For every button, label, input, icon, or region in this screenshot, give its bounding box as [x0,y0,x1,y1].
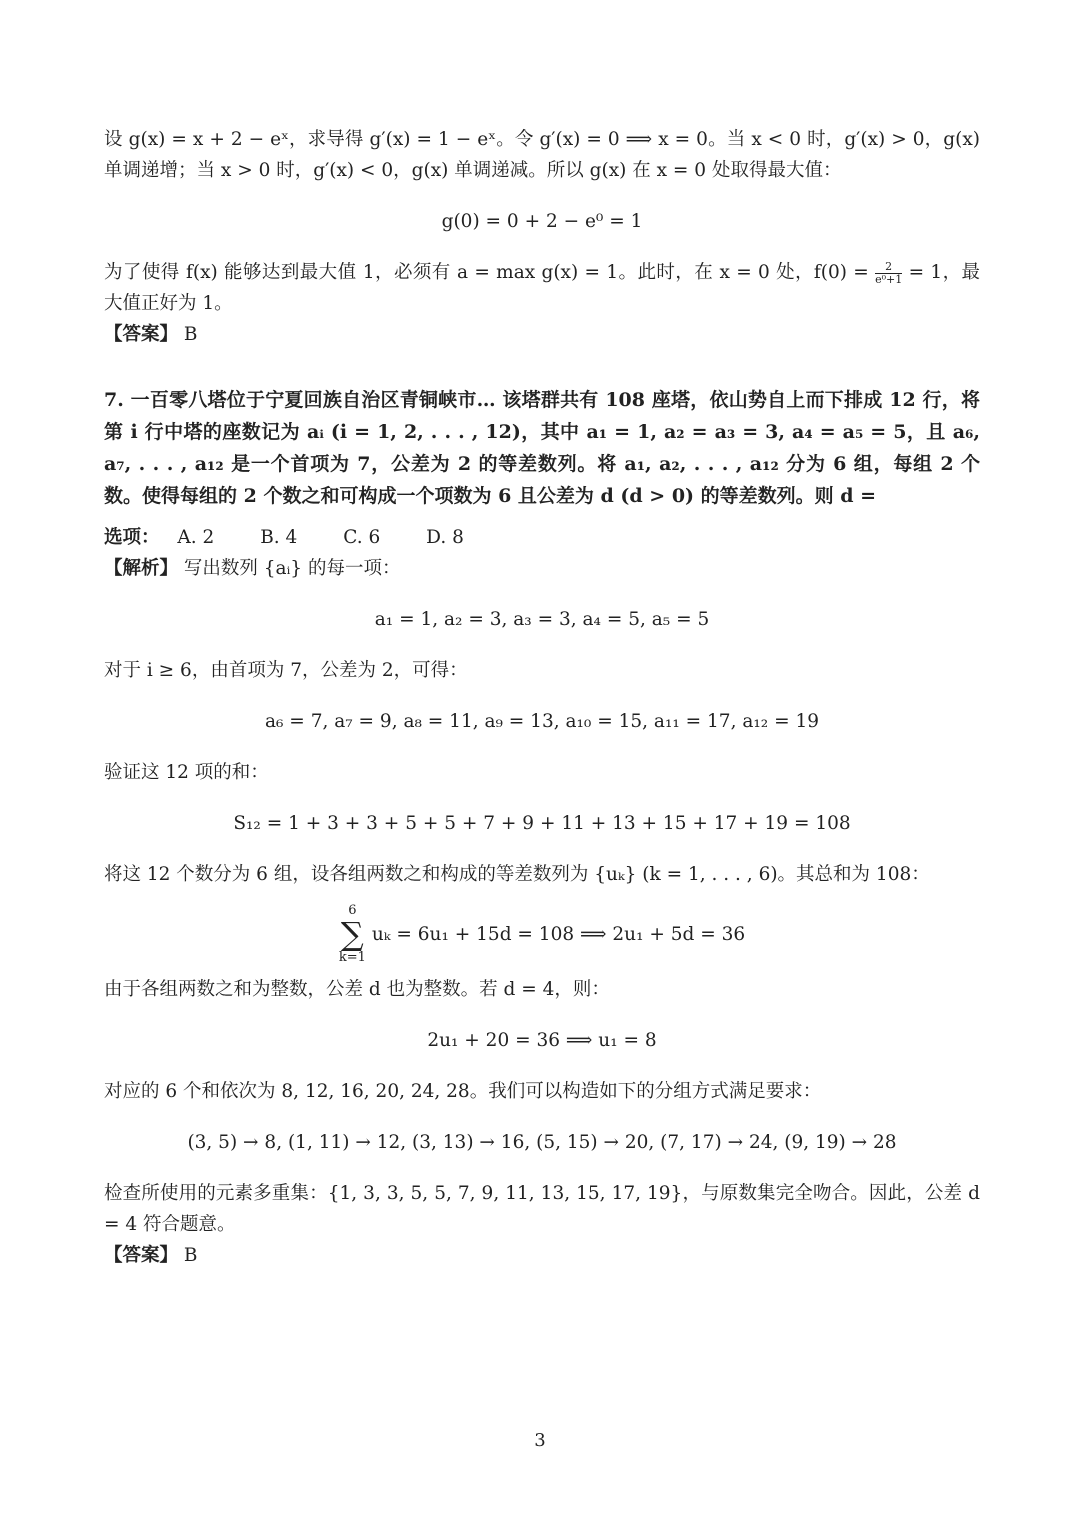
question-7-title: 7. 一百零八塔位于宁夏回族自治区青铜峡市… 该塔群共有 108 座塔，依山势自上而下排成 12 行，将第 i 行中塔的座数记为 aᵢ (i = 1, 2, . . . , 12)，其中 a₁ = 1, a₂ = a₃ = 3, a₄ = a₅ = 5，且 a₆, a₇, . . . , a₁₂ 是一个首项为 7，公差为 2 的等差数列。将 a₁, a₂, . . . , a₁₂ 分为 6 组，每组 2 个数。使得每组的 2 个数之和可构成一个项数为 6 且公差为 d (d > 0) 的等差数列。则 d = [104,389,980,507]
option-a: A. 2 [177,527,215,548]
prev-solution-text: 设 g(x) = x + 2 − eˣ，求导得 g′(x) = 1 − eˣ。令 g′(x) = 0 ⟹ x = 0。当 x < 0 时，g′(x) > 0，g(x) 单调递增；当 x > 0 时，g′(x) < 0，g(x) 单调递减。所以 g(x) 在 x = 0 处取得最大值： [104,129,980,181]
fraction-f0 [875,261,902,286]
analysis-label: 【解析】 [104,558,179,579]
text-grouping: 将这 12 个数分为 6 组，设各组两数之和构成的等差数列为 {uₖ} (k = 1, . . . , 6)。其总和为 108： [104,864,930,885]
page-content [104,124,980,1271]
equation-s12: S₁₂ = 1 + 3 + 3 + 5 + 5 + 7 + 9 + 11 + 13 + 15 + 17 + 19 = 108 [233,813,851,834]
sigma-upper: 6 [348,903,357,918]
text-six-sums: 对应的 6 个和依次为 8, 12, 16, 20, 24, 28。我们可以构造如下的分组方式满足要求： [104,1081,822,1102]
answer-value: B [183,1245,198,1266]
option-c: C. 6 [343,527,381,548]
text-check-multiset: 检查所使用的元素多重集：{1, 3, 3, 5, 5, 7, 9, 11, 13, 15, 17, 19}，与原数集完全吻合。因此，公差 d = 4 符合题意。 [104,1183,980,1235]
prev-answer [104,319,980,350]
option-d: D. 8 [426,527,464,548]
equation-a6-a12: a₆ = 7, a₇ = 9, a₈ = 11, a₉ = 13, a₁₀ = 15, a₁₁ = 17, a₁₂ = 19 [264,711,819,732]
equation-a1-a5: a₁ = 1, a₂ = 3, a₃ = 3, a₄ = 5, a₅ = 5 [374,609,710,630]
option-b: B. 4 [260,527,298,548]
sigma-lower: k=1 [338,950,366,965]
equation-sigma [104,904,980,964]
answer-label: 【答案】 [104,1245,179,1266]
fraction-numerator: 2 [875,261,902,274]
question-7-options [104,522,980,553]
answer-value: B [183,324,198,345]
equation-pairs: (3, 5) → 8, (1, 11) → 12, (3, 13) → 16, (5, 15) → 20, (7, 17) → 24, (9, 19) → 28 [187,1132,897,1153]
sigma-expression: uₖ = 6u₁ + 15d = 108 ⟹ 2u₁ + 5d = 36 [371,923,746,945]
sigma-icon: ∑ [340,915,364,953]
fraction-denominator: e⁰+1 [875,272,903,286]
answer-label: 【答案】 [104,324,179,345]
analysis-intro-text: 写出数列 {aᵢ} 的每一项： [183,558,401,579]
options-label: 选项： [104,527,160,548]
conclusion-part-b: = 1，最大值正好为 1。 [104,262,980,314]
text-i-ge-6: 对于 i ≥ 6，由首项为 7，公差为 2，可得： [104,660,468,681]
analysis-intro [104,553,980,584]
question-7-answer [104,1240,980,1271]
conclusion-part-a: 为了使得 f(x) 能够达到最大值 1，必须有 a = max g(x) = 1。此时，在 x = 0 处，f(0) = [104,262,869,283]
text-verify-sum: 验证这 12 项的和： [104,762,269,783]
text-d-equals-4: 由于各组两数之和为整数，公差 d 也为整数。若 d = 4，则： [104,979,610,1000]
equation-u1: 2u₁ + 20 = 36 ⟹ u₁ = 8 [427,1030,657,1051]
prev-solution-conclusion [104,257,980,319]
summation-symbol [339,904,366,964]
page-number: 3 [534,1430,546,1451]
equation-g0: g(0) = 0 + 2 − e⁰ = 1 [441,211,643,232]
